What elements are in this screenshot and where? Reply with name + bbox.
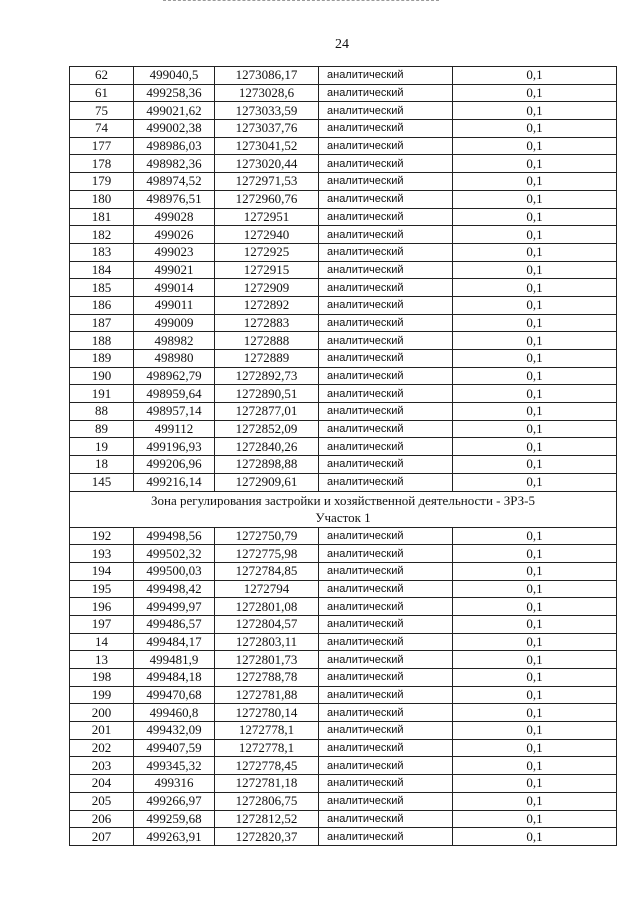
y-coordinate-cell: 1272812,52 — [215, 810, 319, 828]
point-number-cell: 196 — [70, 598, 134, 616]
x-coordinate-cell: 499498,42 — [134, 580, 215, 598]
x-coordinate-cell: 499259,68 — [134, 810, 215, 828]
method-cell: аналитический — [319, 473, 453, 491]
method-cell: аналитический — [319, 545, 453, 563]
table-body-part-1 — [70, 67, 617, 492]
x-coordinate-cell: 498974,52 — [134, 173, 215, 191]
point-number-cell: 184 — [70, 261, 134, 279]
point-number-cell: 197 — [70, 615, 134, 633]
x-coordinate-cell: 499500,03 — [134, 562, 215, 580]
point-number-cell: 200 — [70, 704, 134, 722]
method-cell: аналитический — [319, 332, 453, 350]
point-number-cell: 14 — [70, 633, 134, 651]
table-row — [70, 598, 617, 616]
method-cell: аналитический — [319, 173, 453, 191]
point-number-cell: 207 — [70, 828, 134, 846]
accuracy-cell: 0,1 — [453, 243, 617, 261]
point-number-cell: 202 — [70, 739, 134, 757]
point-number-cell: 201 — [70, 722, 134, 740]
x-coordinate-cell: 499481,9 — [134, 651, 215, 669]
y-coordinate-cell: 1272778,45 — [215, 757, 319, 775]
y-coordinate-cell: 1272778,1 — [215, 739, 319, 757]
zone-title: Зона регулирования застройки и хозяйственной деятельности - ЗРЗ-5 — [150, 493, 536, 508]
method-cell: аналитический — [319, 420, 453, 438]
method-cell: аналитический — [319, 403, 453, 421]
y-coordinate-cell: 1273033,59 — [215, 102, 319, 120]
method-cell: аналитический — [319, 367, 453, 385]
x-coordinate-cell: 499470,68 — [134, 686, 215, 704]
point-number-cell: 18 — [70, 456, 134, 474]
table-row — [70, 704, 617, 722]
point-number-cell: 198 — [70, 669, 134, 687]
coordinates-table — [69, 66, 617, 846]
accuracy-cell: 0,1 — [453, 722, 617, 740]
y-coordinate-cell: 1272852,09 — [215, 420, 319, 438]
x-coordinate-cell: 499258,36 — [134, 84, 215, 102]
accuracy-cell: 0,1 — [453, 545, 617, 563]
method-cell: аналитический — [319, 562, 453, 580]
y-coordinate-cell: 1272750,79 — [215, 527, 319, 545]
accuracy-cell: 0,1 — [453, 420, 617, 438]
y-coordinate-cell: 1272925 — [215, 243, 319, 261]
point-number-cell: 205 — [70, 792, 134, 810]
x-coordinate-cell: 499014 — [134, 279, 215, 297]
method-cell: аналитический — [319, 438, 453, 456]
table-row — [70, 208, 617, 226]
method-cell: аналитический — [319, 810, 453, 828]
accuracy-cell: 0,1 — [453, 173, 617, 191]
y-coordinate-cell: 1272890,51 — [215, 385, 319, 403]
method-cell: аналитический — [319, 243, 453, 261]
y-coordinate-cell: 1272960,76 — [215, 190, 319, 208]
y-coordinate-cell: 1273028,6 — [215, 84, 319, 102]
method-cell: аналитический — [319, 757, 453, 775]
table-row — [70, 633, 617, 651]
x-coordinate-cell: 498976,51 — [134, 190, 215, 208]
point-number-cell: 178 — [70, 155, 134, 173]
y-coordinate-cell: 1272775,98 — [215, 545, 319, 563]
method-cell: аналитический — [319, 226, 453, 244]
x-coordinate-cell: 499484,17 — [134, 633, 215, 651]
table-row — [70, 651, 617, 669]
method-cell: аналитический — [319, 137, 453, 155]
accuracy-cell: 0,1 — [453, 686, 617, 704]
point-number-cell: 203 — [70, 757, 134, 775]
table-row — [70, 562, 617, 580]
y-coordinate-cell: 1272940 — [215, 226, 319, 244]
table-row — [70, 261, 617, 279]
table-row — [70, 615, 617, 633]
accuracy-cell: 0,1 — [453, 473, 617, 491]
method-cell: аналитический — [319, 615, 453, 633]
y-coordinate-cell: 1272781,88 — [215, 686, 319, 704]
x-coordinate-cell: 499216,14 — [134, 473, 215, 491]
accuracy-cell: 0,1 — [453, 314, 617, 332]
method-cell: аналитический — [319, 190, 453, 208]
point-number-cell: 61 — [70, 84, 134, 102]
accuracy-cell: 0,1 — [453, 155, 617, 173]
x-coordinate-cell: 499206,96 — [134, 456, 215, 474]
section-header — [70, 491, 617, 527]
point-number-cell: 186 — [70, 296, 134, 314]
method-cell: аналитический — [319, 456, 453, 474]
table-row — [70, 155, 617, 173]
x-coordinate-cell: 499040,5 — [134, 67, 215, 85]
point-number-cell: 182 — [70, 226, 134, 244]
table-row — [70, 757, 617, 775]
point-number-cell: 89 — [70, 420, 134, 438]
accuracy-cell: 0,1 — [453, 792, 617, 810]
accuracy-cell: 0,1 — [453, 757, 617, 775]
y-coordinate-cell: 1272778,1 — [215, 722, 319, 740]
table-row — [70, 403, 617, 421]
accuracy-cell: 0,1 — [453, 332, 617, 350]
accuracy-cell: 0,1 — [453, 669, 617, 687]
method-cell: аналитический — [319, 686, 453, 704]
point-number-cell: 190 — [70, 367, 134, 385]
point-number-cell: 195 — [70, 580, 134, 598]
table-row — [70, 190, 617, 208]
y-coordinate-cell: 1272806,75 — [215, 792, 319, 810]
x-coordinate-cell: 499021 — [134, 261, 215, 279]
accuracy-cell: 0,1 — [453, 562, 617, 580]
accuracy-cell: 0,1 — [453, 102, 617, 120]
x-coordinate-cell: 498982 — [134, 332, 215, 350]
accuracy-cell: 0,1 — [453, 367, 617, 385]
x-coordinate-cell: 499263,91 — [134, 828, 215, 846]
accuracy-cell: 0,1 — [453, 296, 617, 314]
point-number-cell: 62 — [70, 67, 134, 85]
point-number-cell: 179 — [70, 173, 134, 191]
x-coordinate-cell: 499432,09 — [134, 722, 215, 740]
table-row — [70, 367, 617, 385]
method-cell: аналитический — [319, 296, 453, 314]
table-body-part-2 — [70, 527, 617, 845]
x-coordinate-cell: 499486,57 — [134, 615, 215, 633]
y-coordinate-cell: 1272781,18 — [215, 775, 319, 793]
table-row — [70, 137, 617, 155]
accuracy-cell: 0,1 — [453, 704, 617, 722]
accuracy-cell: 0,1 — [453, 651, 617, 669]
x-coordinate-cell: 499266,97 — [134, 792, 215, 810]
point-number-cell: 19 — [70, 438, 134, 456]
method-cell: аналитический — [319, 279, 453, 297]
accuracy-cell: 0,1 — [453, 527, 617, 545]
accuracy-cell: 0,1 — [453, 350, 617, 368]
point-number-cell: 75 — [70, 102, 134, 120]
method-cell: аналитический — [319, 314, 453, 332]
accuracy-cell: 0,1 — [453, 67, 617, 85]
y-coordinate-cell: 1272780,14 — [215, 704, 319, 722]
table-row — [70, 173, 617, 191]
method-cell: аналитический — [319, 739, 453, 757]
page-number: 24 — [335, 37, 349, 52]
point-number-cell: 145 — [70, 473, 134, 491]
method-cell: аналитический — [319, 792, 453, 810]
method-cell: аналитический — [319, 580, 453, 598]
table-row — [70, 314, 617, 332]
x-coordinate-cell: 499002,38 — [134, 120, 215, 138]
y-coordinate-cell: 1272898,88 — [215, 456, 319, 474]
y-coordinate-cell: 1272915 — [215, 261, 319, 279]
y-coordinate-cell: 1272801,73 — [215, 651, 319, 669]
method-cell: аналитический — [319, 155, 453, 173]
y-coordinate-cell: 1273020,44 — [215, 155, 319, 173]
table-row — [70, 580, 617, 598]
section-cell — [70, 491, 617, 527]
accuracy-cell: 0,1 — [453, 775, 617, 793]
method-cell: аналитический — [319, 828, 453, 846]
table-row — [70, 739, 617, 757]
accuracy-cell: 0,1 — [453, 739, 617, 757]
y-coordinate-cell: 1273041,52 — [215, 137, 319, 155]
y-coordinate-cell: 1272820,37 — [215, 828, 319, 846]
point-number-cell: 177 — [70, 137, 134, 155]
point-number-cell: 88 — [70, 403, 134, 421]
table-row — [70, 456, 617, 474]
y-coordinate-cell: 1272892,73 — [215, 367, 319, 385]
x-coordinate-cell: 499112 — [134, 420, 215, 438]
method-cell: аналитический — [319, 598, 453, 616]
y-coordinate-cell: 1272788,78 — [215, 669, 319, 687]
point-number-cell: 183 — [70, 243, 134, 261]
point-number-cell: 189 — [70, 350, 134, 368]
table-row — [70, 438, 617, 456]
method-cell: аналитический — [319, 261, 453, 279]
accuracy-cell: 0,1 — [453, 261, 617, 279]
table-row — [70, 243, 617, 261]
point-number-cell: 188 — [70, 332, 134, 350]
method-cell: аналитический — [319, 633, 453, 651]
table-row — [70, 332, 617, 350]
y-coordinate-cell: 1272784,85 — [215, 562, 319, 580]
y-coordinate-cell: 1272889 — [215, 350, 319, 368]
x-coordinate-cell: 499023 — [134, 243, 215, 261]
method-cell: аналитический — [319, 350, 453, 368]
x-coordinate-cell: 499316 — [134, 775, 215, 793]
x-coordinate-cell: 499009 — [134, 314, 215, 332]
table-row — [70, 527, 617, 545]
x-coordinate-cell: 499011 — [134, 296, 215, 314]
table-row — [70, 67, 617, 85]
table-row — [70, 102, 617, 120]
point-number-cell: 192 — [70, 527, 134, 545]
y-coordinate-cell: 1272804,57 — [215, 615, 319, 633]
accuracy-cell: 0,1 — [453, 190, 617, 208]
method-cell: аналитический — [319, 84, 453, 102]
table-row — [70, 775, 617, 793]
y-coordinate-cell: 1273086,17 — [215, 67, 319, 85]
accuracy-cell: 0,1 — [453, 580, 617, 598]
y-coordinate-cell: 1272794 — [215, 580, 319, 598]
table-row — [70, 722, 617, 740]
table-row — [70, 810, 617, 828]
x-coordinate-cell: 499028 — [134, 208, 215, 226]
method-cell: аналитический — [319, 208, 453, 226]
point-number-cell: 191 — [70, 385, 134, 403]
table-row — [70, 420, 617, 438]
x-coordinate-cell: 499026 — [134, 226, 215, 244]
accuracy-cell: 0,1 — [453, 84, 617, 102]
x-coordinate-cell: 498957,14 — [134, 403, 215, 421]
zone-subtitle: Участок 1 — [315, 510, 371, 525]
x-coordinate-cell: 499499,97 — [134, 598, 215, 616]
y-coordinate-cell: 1272951 — [215, 208, 319, 226]
x-coordinate-cell: 499021,62 — [134, 102, 215, 120]
x-coordinate-cell: 499196,93 — [134, 438, 215, 456]
x-coordinate-cell: 499407,59 — [134, 739, 215, 757]
y-coordinate-cell: 1272971,53 — [215, 173, 319, 191]
table-row — [70, 686, 617, 704]
accuracy-cell: 0,1 — [453, 403, 617, 421]
y-coordinate-cell: 1272909,61 — [215, 473, 319, 491]
y-coordinate-cell: 1272840,26 — [215, 438, 319, 456]
accuracy-cell: 0,1 — [453, 226, 617, 244]
y-coordinate-cell: 1272909 — [215, 279, 319, 297]
accuracy-cell: 0,1 — [453, 828, 617, 846]
point-number-cell: 199 — [70, 686, 134, 704]
method-cell: аналитический — [319, 67, 453, 85]
table-row — [70, 120, 617, 138]
scan-top-edge-line — [163, 0, 439, 3]
section-row — [70, 491, 617, 527]
y-coordinate-cell: 1272803,11 — [215, 633, 319, 651]
y-coordinate-cell: 1272883 — [215, 314, 319, 332]
method-cell: аналитический — [319, 102, 453, 120]
x-coordinate-cell: 499498,56 — [134, 527, 215, 545]
method-cell: аналитический — [319, 120, 453, 138]
method-cell: аналитический — [319, 385, 453, 403]
accuracy-cell: 0,1 — [453, 615, 617, 633]
point-number-cell: 187 — [70, 314, 134, 332]
method-cell: аналитический — [319, 669, 453, 687]
accuracy-cell: 0,1 — [453, 438, 617, 456]
accuracy-cell: 0,1 — [453, 385, 617, 403]
accuracy-cell: 0,1 — [453, 456, 617, 474]
y-coordinate-cell: 1272892 — [215, 296, 319, 314]
table-row — [70, 350, 617, 368]
method-cell: аналитический — [319, 722, 453, 740]
point-number-cell: 193 — [70, 545, 134, 563]
point-number-cell: 13 — [70, 651, 134, 669]
method-cell: аналитический — [319, 775, 453, 793]
accuracy-cell: 0,1 — [453, 137, 617, 155]
method-cell: аналитический — [319, 527, 453, 545]
table-row — [70, 473, 617, 491]
table-row — [70, 84, 617, 102]
accuracy-cell: 0,1 — [453, 810, 617, 828]
x-coordinate-cell: 499502,32 — [134, 545, 215, 563]
point-number-cell: 206 — [70, 810, 134, 828]
y-coordinate-cell: 1272801,08 — [215, 598, 319, 616]
accuracy-cell: 0,1 — [453, 633, 617, 651]
table-row — [70, 296, 617, 314]
table-row — [70, 792, 617, 810]
table-row — [70, 828, 617, 846]
x-coordinate-cell: 499460,8 — [134, 704, 215, 722]
x-coordinate-cell: 498962,79 — [134, 367, 215, 385]
method-cell: аналитический — [319, 704, 453, 722]
point-number-cell: 180 — [70, 190, 134, 208]
table-row — [70, 279, 617, 297]
x-coordinate-cell: 498980 — [134, 350, 215, 368]
table-row — [70, 385, 617, 403]
x-coordinate-cell: 498959,64 — [134, 385, 215, 403]
x-coordinate-cell: 499484,18 — [134, 669, 215, 687]
method-cell: аналитический — [319, 651, 453, 669]
table-row — [70, 669, 617, 687]
y-coordinate-cell: 1272888 — [215, 332, 319, 350]
table-row — [70, 226, 617, 244]
accuracy-cell: 0,1 — [453, 208, 617, 226]
accuracy-cell: 0,1 — [453, 279, 617, 297]
x-coordinate-cell: 498982,36 — [134, 155, 215, 173]
point-number-cell: 74 — [70, 120, 134, 138]
point-number-cell: 185 — [70, 279, 134, 297]
x-coordinate-cell: 499345,32 — [134, 757, 215, 775]
accuracy-cell: 0,1 — [453, 120, 617, 138]
table-row — [70, 545, 617, 563]
point-number-cell: 204 — [70, 775, 134, 793]
y-coordinate-cell: 1272877,01 — [215, 403, 319, 421]
x-coordinate-cell: 498986,03 — [134, 137, 215, 155]
y-coordinate-cell: 1273037,76 — [215, 120, 319, 138]
point-number-cell: 181 — [70, 208, 134, 226]
accuracy-cell: 0,1 — [453, 598, 617, 616]
point-number-cell: 194 — [70, 562, 134, 580]
